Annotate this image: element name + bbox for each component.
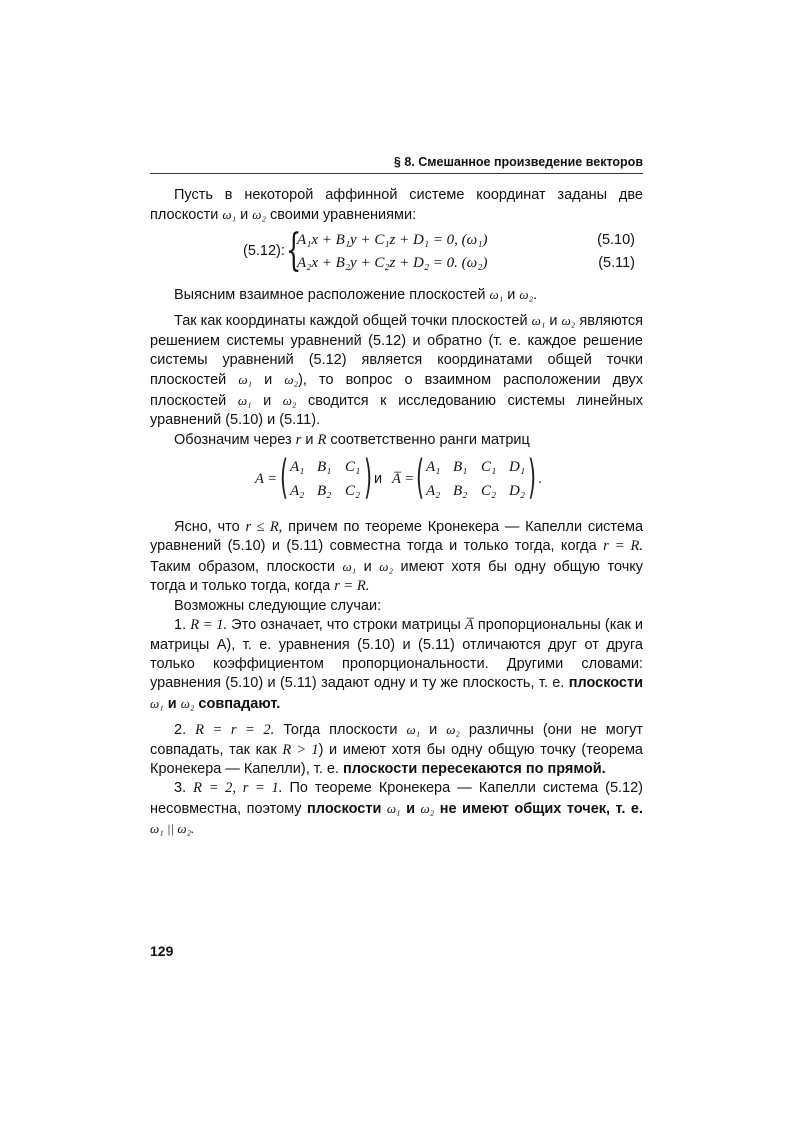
math: R = 2, r = 1. [193,780,283,797]
case-3 [150,779,643,839]
omega2: ω₂ [420,800,435,816]
period: . [538,471,543,488]
bold-text: плоскости пересекаются по прямой. [342,760,606,777]
omega2: ω₂ [519,286,534,302]
matrix-cell: D₂ [509,483,526,500]
math: R > 1 [282,741,319,758]
bold-text: и [167,695,177,712]
math: R = r = 2. [195,722,275,739]
omega2: ω₂ [252,207,266,223]
text: соответственно ранги матриц [330,431,530,448]
equation-1: A₁x + B₁y + C₁z + D₁ = 0, (ω₁) [297,231,488,248]
matrix-abar-label: A̅ = [392,471,415,488]
matrix-cell: C₂ [345,483,361,500]
text: имеют хотя бы одну общую точку тогда и только тогда, когда [150,558,644,595]
text: и [507,286,516,303]
r-symbol: r [295,431,302,448]
intro-paragraph [150,186,643,226]
text: различны (они не могут совпадать, так как [150,722,644,758]
page-body [150,186,643,840]
bold-text: не имеют общих точек, т. е. [439,800,643,817]
text: 3. [174,780,187,797]
equation-number-1: (5.10) [597,231,635,248]
matrix-cell: A₁ [426,459,441,476]
R-symbol: R [317,431,327,448]
text: и [549,313,558,330]
matrix-cell: B₂ [453,483,468,500]
text: ), то вопрос о взаимном расположении двух плоскостей [150,372,644,409]
text: Обозначим через [174,431,292,448]
matrix-cell: B₂ [317,483,332,500]
text: ) и имеют хотя бы одну общую точку (теорема Кронекера — Капелли), т. е. [150,741,643,777]
omega1: ω₁ [531,313,546,329]
matrix-cell: D₁ [509,459,526,476]
text: и [429,722,438,739]
text: и [263,392,272,409]
cases-intro: Возможны следующие случаи: [174,597,382,614]
omega1: ω₁ [238,372,253,388]
equation-system [150,224,643,277]
bold-text: совпадают. [198,695,281,712]
omega1: ω₁ [150,695,164,711]
case-2 [150,720,643,779]
text: Так как координаты каждой общей точки плоскостей [174,313,528,330]
text: пропорциональны (как и матрицы A), т. е. уравнения (5.10) и (5.11) отличаются друг от друга только коэффициентом пропорциональности. Другими словами: уравнения (5.10) и (5.11) задают одну и ту же плоскость, т. е. [150,617,644,692]
text: причем по теореме Кронекера — Капелли система уравнений (5.10) и (5.11) совместна тогда и только тогда, когда [150,519,644,555]
text: 1. [174,617,187,634]
math: r = R. [334,578,370,595]
running-header: § 8. Смешанное произведение векторов [393,155,643,169]
text: Ясно, что [174,519,240,536]
matrix-cell: A₂ [426,483,441,500]
omega1: ω₁ [386,800,401,816]
matrix-cell: B₁ [317,459,332,476]
matrix-cell: C₁ [481,459,497,476]
omega1: ω₁ [489,286,504,302]
text: Это означает, что строки матрицы [231,617,461,634]
text: Таким образом, плоскости [150,558,335,575]
text: своими уравнениями: [270,207,417,224]
page-number: 129 [150,943,174,959]
bold-text: плоскости [307,800,382,817]
text: и [305,431,314,448]
matrix-cell: A₁ [290,459,305,476]
omega1: ω₁ [237,392,252,408]
matrix-cell: C₁ [345,459,361,476]
system-label: (5.12): [243,242,285,259]
right-paren: ) [528,450,537,505]
text: . [533,286,538,303]
omega1: ω₁ [222,207,237,223]
text: Пусть в некоторой аффинной системе координат заданы две плоскости [150,187,643,224]
clear-paragraph [150,518,643,597]
omega2: ω₂ [284,372,299,388]
coords-paragraph [150,311,643,430]
text: Выясним взаимное расположение плоскостей [174,286,486,303]
omega2: ω₂ [379,558,393,574]
matrix-a-label: A = [255,471,278,488]
case-1 [150,616,643,714]
right-paren: ) [364,450,373,505]
omega2: ω₂ [561,313,576,329]
matrix-cell: B₁ [453,459,468,476]
bold-text: и [406,800,415,817]
text: По теореме Кронекера — Капелли система (5.12) несовместна, поэтому [150,780,644,817]
matrices [150,450,643,506]
system-brace: { [286,224,302,276]
matrix-cell: A₂ [290,483,305,500]
omega2: ω₂ [446,722,460,738]
equation-2: A₂x + B₂y + C₂z + D₂ = 0. (ω₂) [297,254,488,271]
bold-text: плоскости [568,675,644,692]
matrix-cell: C₂ [481,483,497,500]
omega1: ω₁ [406,722,421,738]
text: являются решением системы уравнений (5.12) и обратно (т. е. каждое решение системы уравнений (5.12) является координатами общей точки плоскостей [150,313,644,389]
text: Тогда плоскости [283,722,398,739]
left-paren: ( [416,450,425,505]
text: и [240,207,249,224]
math: R = 1. [190,617,228,634]
text: и [264,372,273,389]
math: ω₁ || ω₂. [150,821,195,837]
and-text: и [374,471,383,488]
header-rule [150,173,643,174]
omega1: ω₁ [342,558,357,574]
math: r = R. [603,538,643,555]
math: A̅ [464,617,474,634]
text: 2. [174,722,187,739]
omega2: ω₂ [282,392,297,408]
math: r ≤ R, [245,519,283,536]
text: и [363,558,372,575]
omega2: ω₂ [180,695,195,711]
left-paren: ( [280,450,289,505]
denote-paragraph [150,431,643,450]
equation-number-2: (5.11) [598,254,635,271]
text: сводится к исследованию системы линейных уравнений (5.10) и (5.11). [150,392,644,429]
clarify-paragraph [150,285,643,305]
